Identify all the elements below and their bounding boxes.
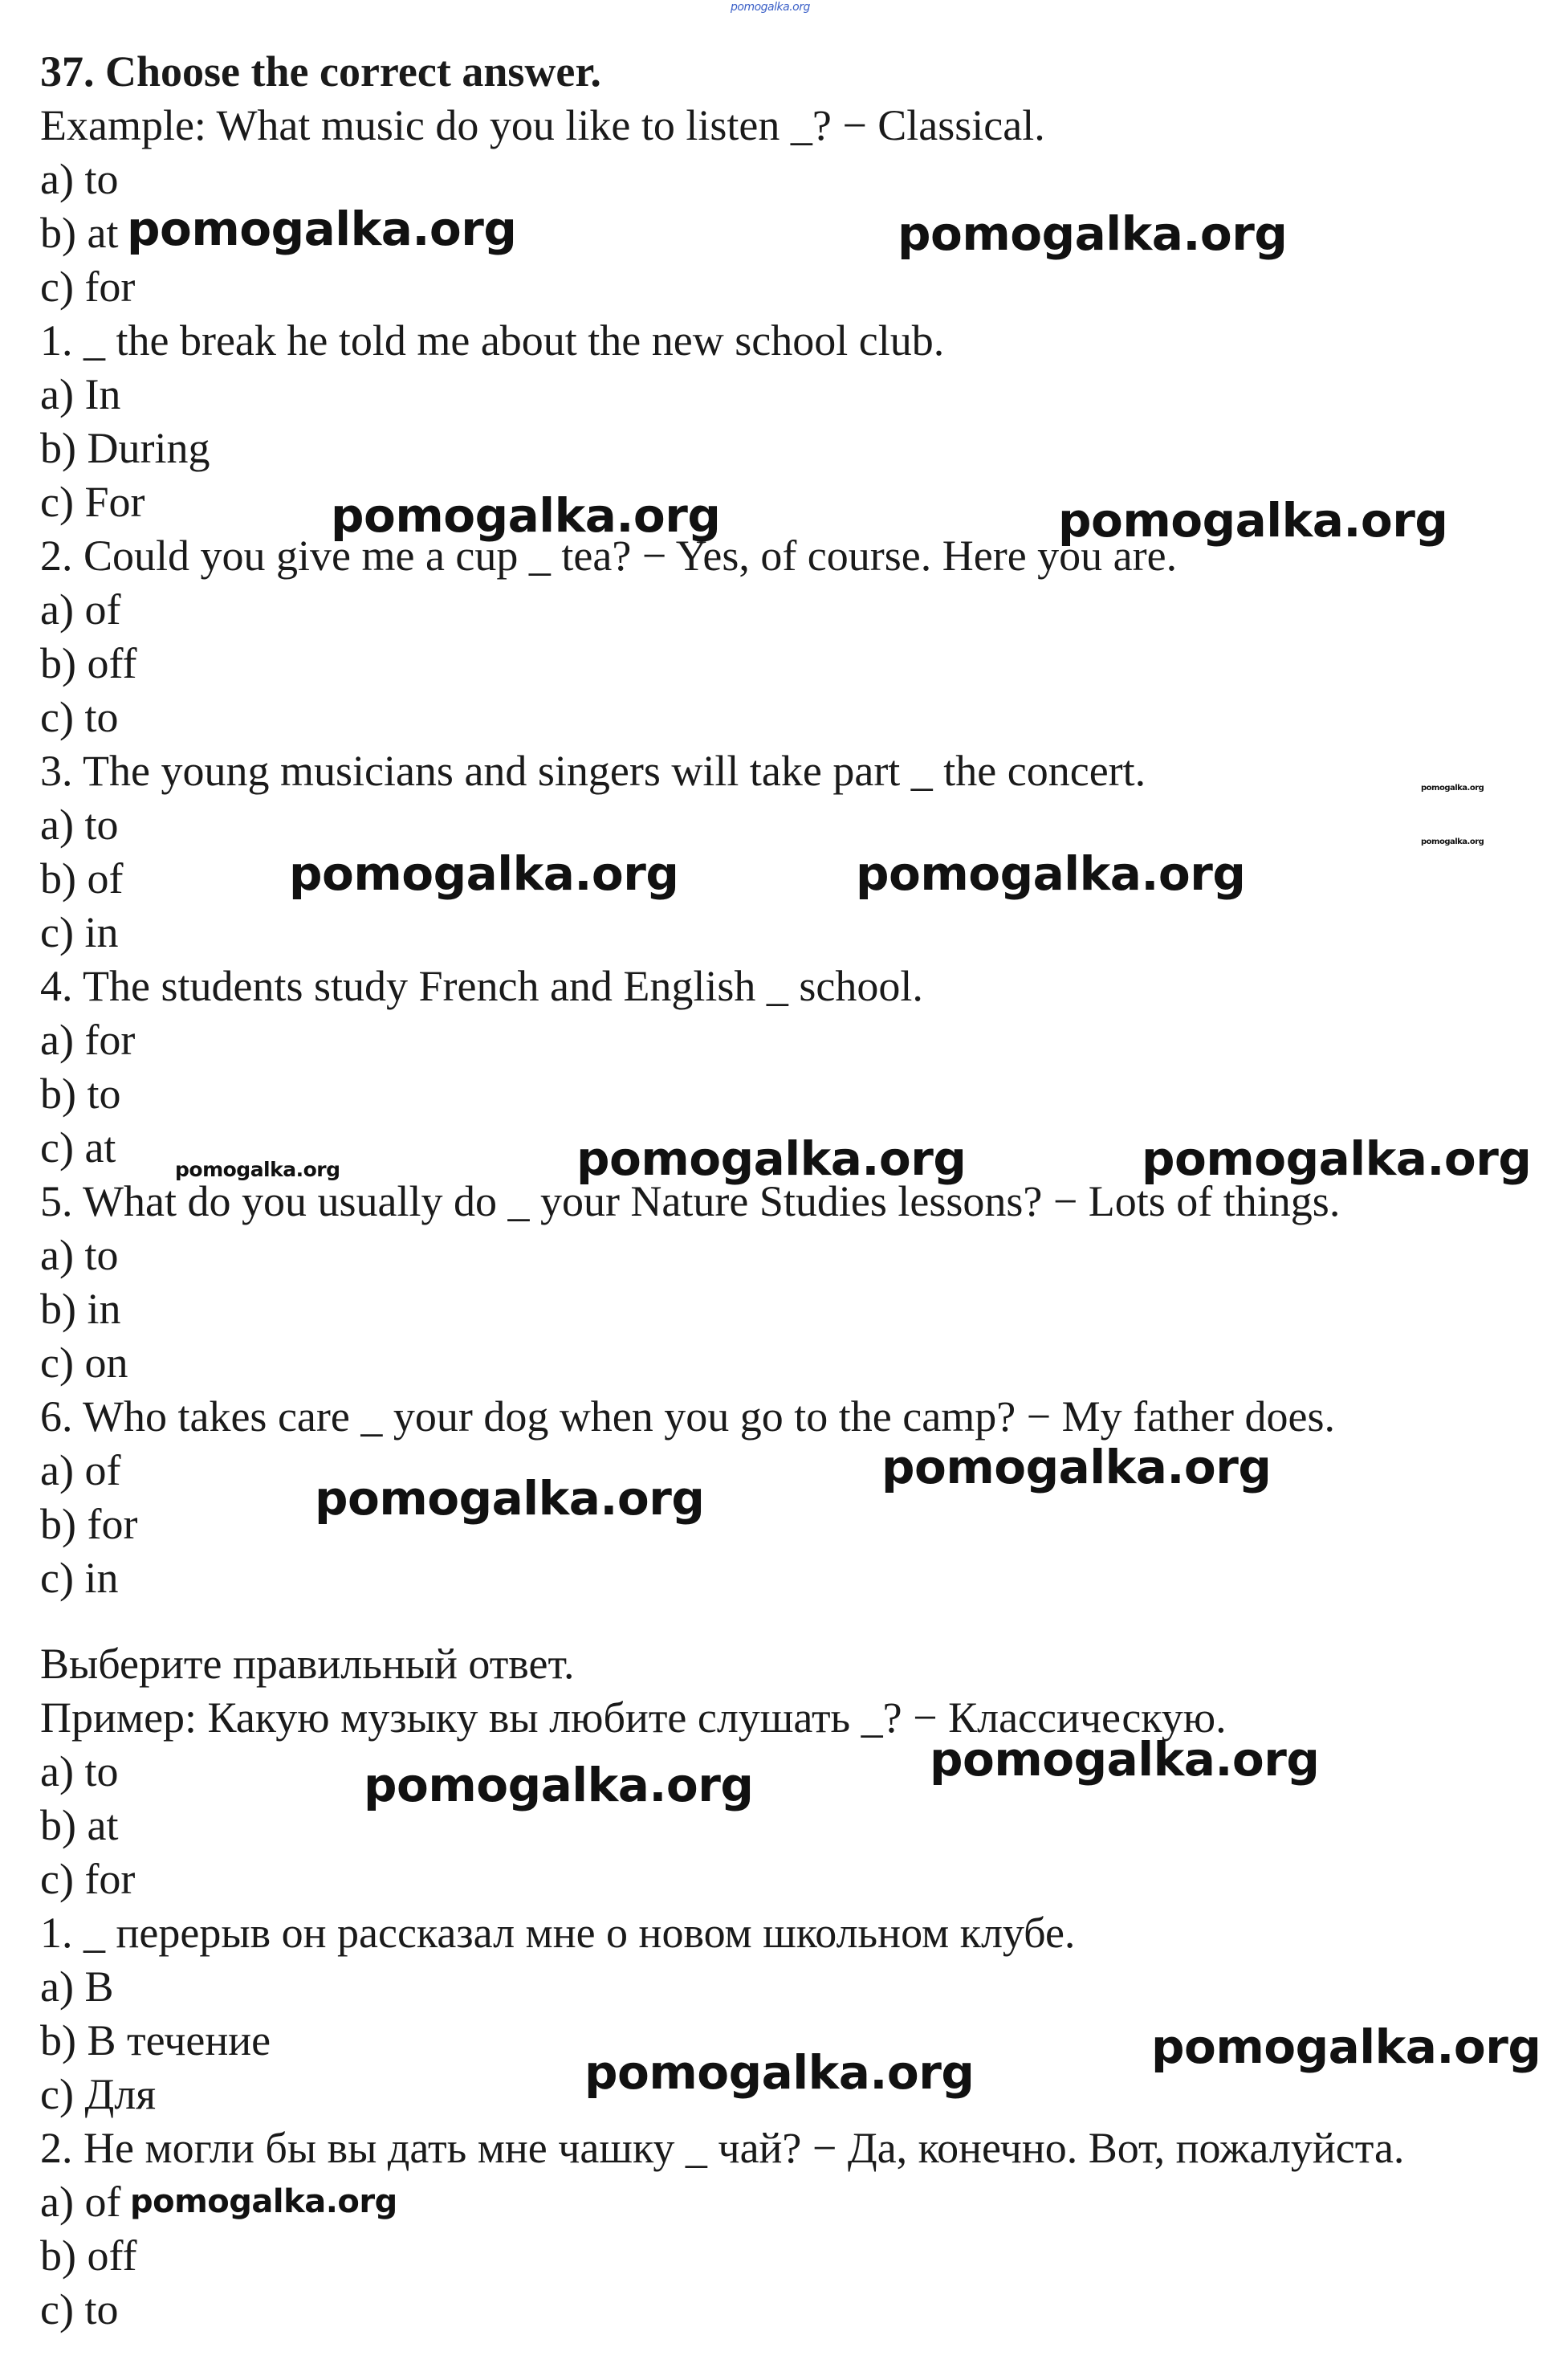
watermark: pomogalka.org	[898, 206, 1288, 261]
watermark: pomogalka.org	[1058, 493, 1448, 548]
translation-example-c: c) for	[40, 1855, 136, 1903]
q5-option-a: a) to	[40, 1231, 119, 1279]
q4-option-c: c) at	[40, 1123, 116, 1172]
translation-example-b: b) at	[40, 1801, 119, 1849]
q6-option-b: b) for	[40, 1500, 138, 1548]
q3-option-b: b) of	[40, 854, 124, 903]
q4-option-b: b) to	[40, 1070, 121, 1118]
watermark: pomogalka.org	[315, 1471, 705, 1526]
question-6: 6. Who takes care _ your dog when you go to the camp? − My father does.	[40, 1392, 1336, 1441]
translation-example: Пример: Какую музыку вы любите слушать _? − Классическую.	[40, 1693, 1227, 1742]
watermark: pomogalka.org	[130, 2183, 397, 2220]
watermark-top: pomogalka.org	[731, 1, 810, 14]
translation-q2-b: b) off	[40, 2231, 137, 2280]
q1-option-b: b) During	[40, 424, 210, 472]
translation-question-2: 2. Не могли бы вы дать мне чашку _ чай? − Да, конечно. Вот, пожалуйста.	[40, 2124, 1405, 2172]
q6-option-a: a) of	[40, 1446, 121, 1494]
watermark: pomogalka.org	[1421, 784, 1484, 793]
question-2: 2. Could you give me a cup _ tea? − Yes, of course. Here you are.	[40, 532, 1178, 580]
watermark: pomogalka.org	[930, 1732, 1320, 1787]
translation-heading: Выберите правильный ответ.	[40, 1640, 575, 1688]
q6-option-c: c) in	[40, 1554, 119, 1602]
example-option-a: a) to	[40, 155, 119, 203]
question-4: 4. The students study French and English _ school.	[40, 962, 923, 1010]
question-5: 5. What do you usually do _ your Nature Studies lessons? − Lots of things.	[40, 1177, 1341, 1225]
question-1: 1. _ the break he told me about the new school club.	[40, 316, 945, 365]
watermark: pomogalka.org	[127, 202, 517, 256]
translation-q1-a: a) В	[40, 1962, 114, 2011]
q1-option-c: c) For	[40, 478, 145, 526]
q1-option-a: a) In	[40, 370, 121, 418]
example-option-b: b) at	[40, 209, 119, 257]
example-question: Example: What music do you like to listen _? − Classical.	[40, 101, 1045, 149]
watermark: pomogalka.org	[331, 488, 721, 543]
watermark: pomogalka.org	[175, 1158, 340, 1181]
watermark: pomogalka.org	[1151, 2019, 1541, 2074]
watermark: pomogalka.org	[856, 846, 1246, 901]
exercise-heading: 37. Choose the correct answer.	[40, 47, 601, 96]
q2-option-a: a) of	[40, 585, 121, 634]
watermark: pomogalka.org	[364, 1758, 754, 1812]
watermark: pomogalka.org	[584, 2045, 975, 2100]
question-3: 3. The young musicians and singers will take part _ the concert.	[40, 747, 1146, 795]
watermark: pomogalka.org	[289, 846, 679, 901]
watermark: pomogalka.org	[1421, 837, 1484, 846]
q2-option-c: c) to	[40, 693, 119, 741]
q4-option-a: a) for	[40, 1016, 136, 1064]
translation-q2-a: a) of	[40, 2178, 121, 2226]
translation-example-a: a) to	[40, 1747, 119, 1795]
watermark: pomogalka.org	[881, 1440, 1272, 1494]
q3-option-c: c) in	[40, 908, 119, 956]
translation-q1-c: c) Для	[40, 2070, 157, 2118]
translation-question-1: 1. _ перерыв он рассказал мне о новом школьном клубе.	[40, 1909, 1076, 1957]
watermark: pomogalka.org	[576, 1131, 967, 1186]
q5-option-b: b) in	[40, 1285, 121, 1333]
translation-q1-b: b) В течение	[40, 2016, 271, 2064]
translation-q2-c: c) to	[40, 2285, 119, 2333]
q3-option-a: a) to	[40, 801, 119, 849]
watermark: pomogalka.org	[1142, 1131, 1532, 1186]
q2-option-b: b) off	[40, 639, 137, 687]
example-option-c: c) for	[40, 263, 136, 311]
q5-option-c: c) on	[40, 1339, 128, 1387]
